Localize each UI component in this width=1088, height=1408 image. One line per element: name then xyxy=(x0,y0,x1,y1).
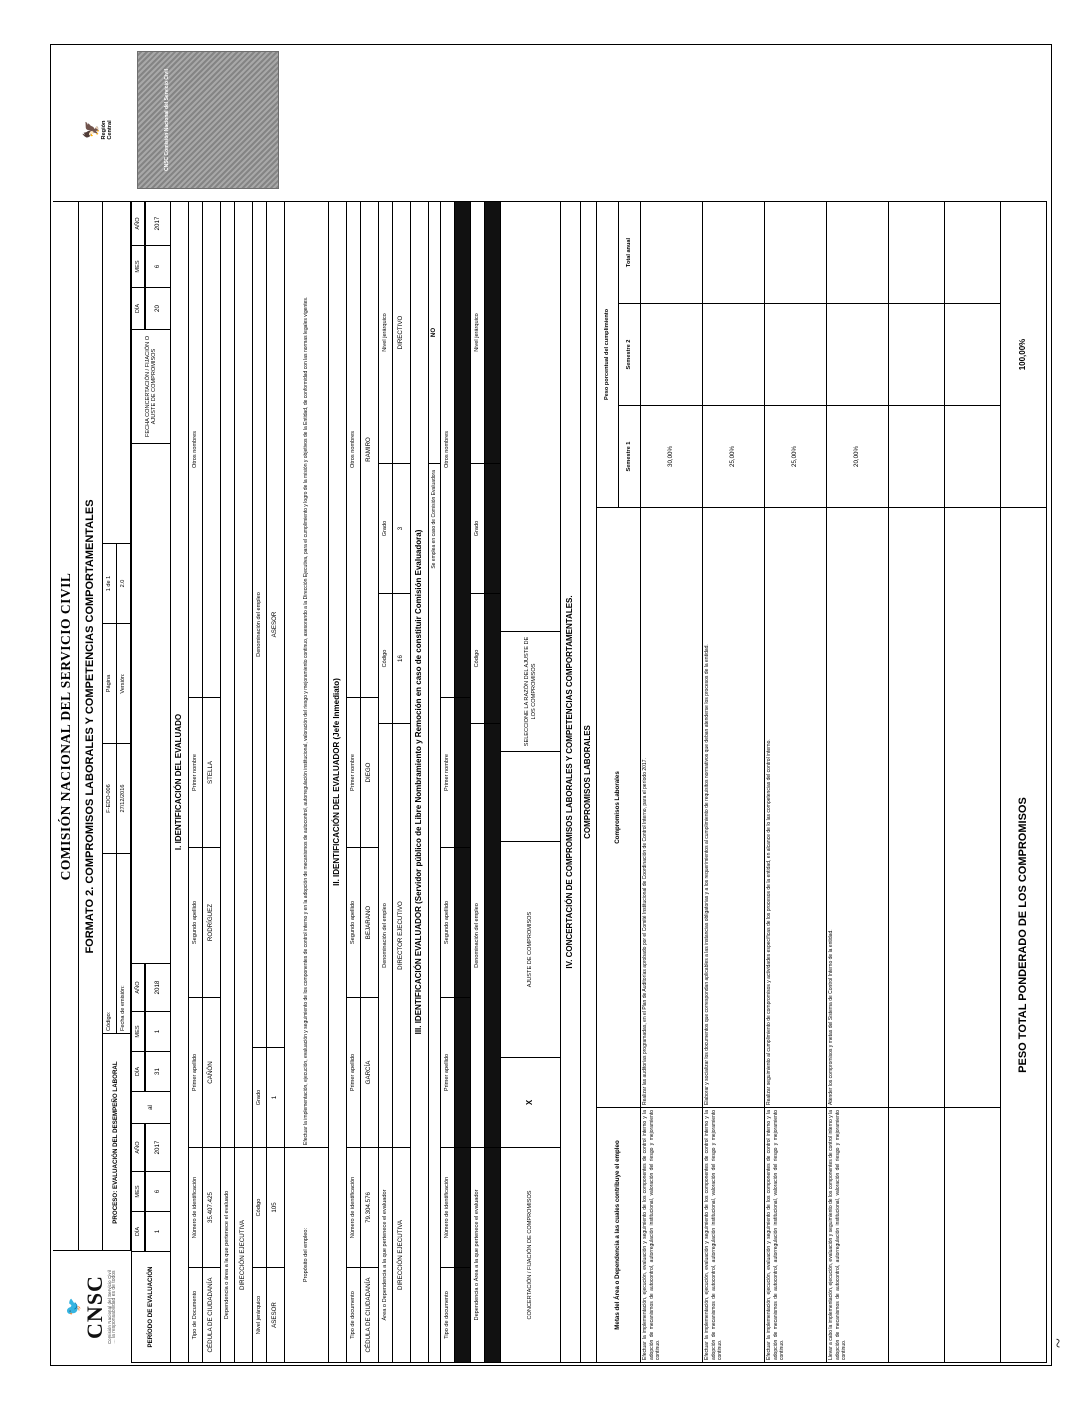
dependencia-evaluado-value[interactable]: DIRECCIÓN EJECUTIVA xyxy=(235,1147,253,1363)
grado-evaluado-label: Grado xyxy=(253,1047,267,1147)
primer-nombre-comision-value[interactable] xyxy=(455,697,471,847)
col-header-compromisos: Compromisos Laborales xyxy=(597,507,641,1107)
otros-nombres-evaluador-label: Otros nombres xyxy=(347,201,361,697)
table-row[interactable]: 25,00% xyxy=(765,405,827,507)
denominacion-evaluado-label: Denominación del empleo xyxy=(253,201,267,1047)
table-row[interactable]: Efectuar la implementación, ejecución, evaluación y seguimiento de los componentes de control interno y la adopción de mecanismos de autocontrol, autorregulación institucional, valoración del riesgo y mejoramiento continuo. xyxy=(765,1107,827,1363)
tipo-doc-evaluado-label: Tipo de Documento xyxy=(189,1267,203,1363)
table-row[interactable]: 25,00% xyxy=(703,405,765,507)
proposito-empleo-label: Propósito del empleo: xyxy=(285,1147,329,1363)
periodo-from-dia-label: DÍA xyxy=(131,1211,145,1251)
primer-apellido-evaluador-label: Primer apellido xyxy=(347,997,361,1147)
version-label: Versión: xyxy=(117,623,131,743)
codigo-label: Código: xyxy=(103,853,117,1033)
region-logo-line1: Región xyxy=(101,120,108,140)
num-id-comision-label: Número de identificación xyxy=(441,1147,455,1267)
table-row[interactable]: Efectuar la implementación, ejecución, evaluación y seguimiento de los componentes de control interno y la adopción de mecanismos de autocontrol, autorregulación institucional, valoración del riesgo y mejoramiento continuo. xyxy=(703,1107,765,1363)
tipo-doc-evaluador-value[interactable]: CÉDULA DE CIUDADANÍA xyxy=(361,1267,379,1363)
denominacion-evaluado-value[interactable]: ASESOR xyxy=(267,201,285,1047)
otros-nombres-comision-value[interactable] xyxy=(455,201,471,697)
table-row[interactable]: 30,00% xyxy=(641,405,703,507)
table-row[interactable] xyxy=(641,201,703,303)
periodo-to-mes-value[interactable]: 1 xyxy=(145,1011,171,1051)
table-row[interactable]: Llevar a cabo la implementación, ejecución, evaluación y seguimiento de los componentes de control interno y la adopción de mecanismos de autocontrol, autorregulación institucional, valoración del riesgo y mejoramiento continuo. xyxy=(827,1107,889,1363)
segundo-apellido-evaluador-value[interactable]: BEJARANO xyxy=(361,847,379,997)
table-row[interactable] xyxy=(641,303,703,405)
codigo-evaluador-label: Código xyxy=(379,593,393,723)
table-row[interactable]: Efectuar la implementación, ejecución, evaluación y seguimiento de los componentes de control interno y la adopción de mecanismos de autocontrol, autorregulación institucional, valoración del riesgo y mejoramiento continuo. xyxy=(641,1107,703,1363)
num-id-evaluador-label: Número de identificación xyxy=(347,1147,361,1267)
otros-nombres-comision-label: Otros nombres xyxy=(441,201,455,697)
num-id-comision-value[interactable] xyxy=(455,1147,471,1267)
concertacion-mark[interactable]: X xyxy=(501,1057,561,1147)
otros-nombres-evaluado-label: Otros nombres xyxy=(189,201,203,697)
entity-seal-text: CNSC Comisión Nacional del Servicio Civil xyxy=(164,69,170,171)
nivel-evaluador-label: Nivel jerárquico xyxy=(379,201,393,463)
codigo-comision-value[interactable] xyxy=(485,593,501,723)
segundo-apellido-evaluado-label: Segundo apellido xyxy=(189,847,203,997)
num-id-evaluador-value[interactable]: 79.304.576 xyxy=(361,1147,379,1267)
table-row[interactable]: 20,00% xyxy=(827,405,889,507)
segundo-apellido-evaluado-value[interactable]: RODRÍGUEZ xyxy=(203,847,221,997)
primer-nombre-evaluador-label: Primer nombre xyxy=(347,697,361,847)
table-row[interactable] xyxy=(765,201,827,303)
nivel-evaluador-value[interactable]: DIRECTIVO xyxy=(393,201,411,463)
entity-title: COMISIÓN NACIONAL DEL SERVICIO CIVIL xyxy=(53,201,79,1251)
concertacion-dia-value[interactable]: 20 xyxy=(145,287,171,329)
version-value: 2.0 xyxy=(117,543,131,623)
proposito-empleo-text[interactable]: Efectuar la implementación, ejecución, evaluación y seguimiento de los componentes de control interno y en la adopción de mecanismos de autocontrol, autorregulación institucional, valoración del riesgo y mejoramiento continuo, asesorando a la Dirección Ejecutiva, para el cumplimiento y logro de la misión y objetivos de la Entidad, de conformidad con las normas legales vigentes. xyxy=(285,201,329,1147)
table-row[interactable]: Realizar las auditorías programadas, en el Plan de Auditorías aprobado por el Comité Institucional de Coordinación de Control Interno, para el período 2017. xyxy=(641,507,703,1107)
denominacion-comision-value[interactable] xyxy=(485,723,501,1147)
format-title: FORMATO 2. COMPROMISOS LABORALES Y COMPETENCIAS COMPORTAMENTALES xyxy=(79,201,103,1251)
primer-nombre-evaluador-value[interactable]: DIEGO xyxy=(361,697,379,847)
col-header-sem2: Semestre 2 xyxy=(619,303,641,405)
segundo-apellido-comision-label: Segundo apellido xyxy=(441,847,455,997)
num-id-evaluado-label: Número de identificación xyxy=(189,1147,203,1267)
nivel-evaluado-value[interactable]: ASESOR xyxy=(267,1267,285,1363)
codigo-comision-label: Código xyxy=(471,593,485,723)
table-row[interactable] xyxy=(827,303,889,405)
section1-title: I. IDENTIFICACIÓN DEL EVALUADO xyxy=(171,201,189,1363)
razon-ajuste-label: SELECCIONE LA RAZÓN DEL AJUSTE DE LOS COMPROMISOS xyxy=(501,631,561,751)
section3-note: Se emplea en caso de Comisión Evaluadora xyxy=(429,463,441,1363)
section2-title: II. IDENTIFICACIÓN DEL EVALUADOR (Jefe Inmediato) xyxy=(329,201,347,1363)
handwritten-signature: ~ xyxy=(1048,1338,1068,1348)
pagina-value: 1 de 1 xyxy=(103,543,117,623)
table-row[interactable] xyxy=(889,201,945,303)
dependencia-evaluado-label: Dependencia o área a la que pertenece el evaluado xyxy=(221,1147,235,1363)
primer-apellido-comision-value[interactable] xyxy=(455,997,471,1147)
tipo-doc-evaluado-value[interactable]: CÉDULA DE CIUDADANÍA xyxy=(203,1267,221,1363)
denominacion-evaluador-value[interactable]: DIRECTOR EJECUTIVO xyxy=(393,723,411,1147)
table-row[interactable] xyxy=(945,507,1001,1107)
entity-seal-stamp xyxy=(137,51,279,189)
concertacion-dia-label: DÍA xyxy=(131,287,145,329)
periodo-to-dia-label: DÍA xyxy=(131,1051,145,1091)
tipo-doc-comision-label: Tipo de documento xyxy=(441,1267,455,1363)
primer-apellido-comision-label: Primer apellido xyxy=(441,997,455,1147)
nivel-evaluado-label: Nivel jerárquico xyxy=(253,1267,267,1363)
col-header-peso: Peso porcentual del cumplimiento xyxy=(597,201,619,507)
periodo-gap xyxy=(131,443,171,963)
concertacion-mes-value[interactable]: 6 xyxy=(145,245,171,287)
ajuste-label: AJUSTE DE COMPROMISOS xyxy=(501,841,561,1057)
section3-answer[interactable]: NO xyxy=(429,201,441,463)
region-central-logo xyxy=(69,70,129,190)
table-row[interactable]: Elaborar y socializar los documentos que correspondan aplicables a las instancias obligatorias y a los requerimientos al cumplimiento de requisitos normativos que deban atenderse los procesos de la entidad. xyxy=(703,507,765,1107)
otros-nombres-evaluador-value[interactable]: RAMIRO xyxy=(361,201,379,697)
periodo-al-label: al xyxy=(131,1091,171,1123)
codigo-evaluado-value[interactable]: 105 xyxy=(267,1147,285,1267)
codigo-evaluado-label: Código xyxy=(253,1147,267,1267)
process-label: PROCESO: EVALUACIÓN DEL DESEMPEÑO LABORAL xyxy=(103,1033,131,1251)
table-row[interactable] xyxy=(945,303,1001,405)
primer-apellido-evaluado-value[interactable]: CAÑÓN xyxy=(203,997,221,1147)
table-row[interactable] xyxy=(889,303,945,405)
primer-apellido-evaluador-value[interactable]: GARCÍA xyxy=(361,997,379,1147)
table-row[interactable] xyxy=(703,201,765,303)
section4-subtitle: COMPROMISOS LABORALES xyxy=(581,201,597,1363)
cnsc-logo-tagline: ... la responsabilidad es de todos xyxy=(111,1270,118,1344)
region-logo-line2: Central xyxy=(107,120,114,140)
nivel-comision-label: Nivel jerárquico xyxy=(471,201,485,463)
form-sheet xyxy=(50,44,1052,1366)
total-peso-label: PESO TOTAL PONDERADO DE LOS COMPROMISOS xyxy=(1001,507,1047,1363)
section3-title: III. IDENTIFICACIÓN EVALUADOR (Servidor público de Libre Nombramiento y Remoción en caso de constituir Comisión Evaluadora) xyxy=(411,201,429,1363)
table-row[interactable] xyxy=(889,1107,945,1363)
table-row[interactable] xyxy=(889,507,945,1107)
periodo-to-dia-value[interactable]: 31 xyxy=(145,1051,171,1091)
fecha-emision-label: Fecha de emisión: xyxy=(117,853,131,1033)
periodo-to-ano-value[interactable]: 2018 xyxy=(145,963,171,1011)
header-spacer xyxy=(103,201,131,543)
dependencia-comision-label: Dependencia o Área a la que pertenece el evaluador xyxy=(471,1147,485,1363)
grado-evaluador-value[interactable]: 3 xyxy=(393,463,411,593)
pagina-label: Página xyxy=(103,623,117,743)
nivel-comision-value[interactable] xyxy=(485,201,501,463)
concertacion-ano-value[interactable]: 2017 xyxy=(145,201,171,245)
periodo-label: PERÍODO DE EVALUACIÓN xyxy=(131,1251,171,1363)
codigo-value: F-EDO-006 xyxy=(103,743,117,853)
concertacion-label: CONCERTACIÓN / FIJACIÓN DE COMPROMISOS xyxy=(501,1147,561,1363)
cnsc-bird-icon: 🐦 xyxy=(65,1297,83,1317)
cnsc-logo xyxy=(53,1250,132,1363)
fecha-emision-value: 27/12/2016 xyxy=(117,743,131,853)
otros-nombres-evaluado-value[interactable] xyxy=(203,201,221,697)
dependencia-row-gap xyxy=(221,201,235,1147)
razon-ajuste-value[interactable] xyxy=(501,201,561,631)
dependencia-comision-value[interactable] xyxy=(485,1147,501,1363)
ajuste-mark[interactable] xyxy=(501,751,561,841)
primer-nombre-comision-label: Primer nombre xyxy=(441,697,455,847)
section4-title: IV. CONCERTACIÓN DE COMPROMISOS LABORALES Y COMPETENCIAS COMPORTAMENTALES. xyxy=(561,201,581,1363)
tipo-doc-comision-value[interactable] xyxy=(455,1267,471,1363)
primer-apellido-evaluado-label: Primer apellido xyxy=(189,997,203,1147)
num-id-evaluado-value[interactable]: 35.407.425 xyxy=(203,1147,221,1267)
grado-evaluado-value[interactable]: 1 xyxy=(267,1047,285,1147)
table-row[interactable] xyxy=(945,201,1001,303)
table-row[interactable] xyxy=(945,405,1001,507)
region-bird-icon: 🦅 xyxy=(83,120,101,140)
periodo-from-mes-label: MES xyxy=(131,1171,145,1211)
primer-nombre-evaluado-label: Primer nombre xyxy=(189,697,203,847)
area-evaluador-value[interactable]: DIRECCIÓN EJECUTIVA xyxy=(393,1147,411,1363)
periodo-to-mes-label: MES xyxy=(131,1011,145,1051)
table-row[interactable]: Realizar seguimiento al cumplimiento de compromisos y actividades específicas de los procesos de la entidad, en alcance de lo las competencias del control interno. xyxy=(765,507,827,1107)
tipo-doc-evaluador-label: Tipo de documento xyxy=(347,1267,361,1363)
cnsc-logo-sub: Comisión Nacional del Servicio Civil xyxy=(106,1270,112,1344)
periodo-from-dia-value[interactable]: 1 xyxy=(145,1211,171,1251)
table-row[interactable] xyxy=(945,1107,1001,1363)
denominacion-evaluador-label: Denominación del empleo xyxy=(379,723,393,1147)
primer-nombre-evaluado-value[interactable]: STELLA xyxy=(203,697,221,847)
denominacion-comision-label: Denominación del empleo xyxy=(471,723,485,1147)
periodo-from-ano-label: AÑO xyxy=(131,1123,145,1171)
col-header-sem1: Semestre 1 xyxy=(619,405,641,507)
periodo-from-mes-value[interactable]: 6 xyxy=(145,1171,171,1211)
table-row[interactable]: Atender los compromisos y metas del Sistema de Control Interno de la entidad. xyxy=(827,507,889,1107)
periodo-from-ano-value[interactable]: 2017 xyxy=(145,1123,171,1171)
col-header-total: Total anual xyxy=(619,201,641,303)
fecha-concertacion-label: FECHA CONCERTACIÓN / FIJACIÓN O AJUSTE DE COMPROMISOS xyxy=(131,329,171,443)
concertacion-ano-label: AÑO xyxy=(131,201,145,245)
table-row[interactable] xyxy=(889,405,945,507)
dependencia-row-gap2 xyxy=(235,201,253,1147)
periodo-to-ano-label: AÑO xyxy=(131,963,145,1011)
table-row[interactable] xyxy=(827,201,889,303)
table-row[interactable] xyxy=(703,303,765,405)
col-header-metas: Metas del Área o Dependencia a las cuales contribuye el empleo xyxy=(597,1107,641,1363)
concertacion-mes-label: MES xyxy=(131,245,145,287)
codigo-evaluador-value[interactable]: 16 xyxy=(393,593,411,723)
table-row[interactable] xyxy=(765,303,827,405)
segundo-apellido-comision-value[interactable] xyxy=(455,847,471,997)
grado-comision-value[interactable] xyxy=(485,463,501,593)
total-peso-value: 100,00% xyxy=(1001,201,1047,507)
area-evaluador-label: Área o Dependencia a la que pertenece el evaluador xyxy=(379,1147,393,1363)
grado-evaluador-label: Grado xyxy=(379,463,393,593)
segundo-apellido-evaluador-label: Segundo apellido xyxy=(347,847,361,997)
cnsc-logo-text: CNSC xyxy=(81,1275,107,1339)
grado-comision-label: Grado xyxy=(471,463,485,593)
